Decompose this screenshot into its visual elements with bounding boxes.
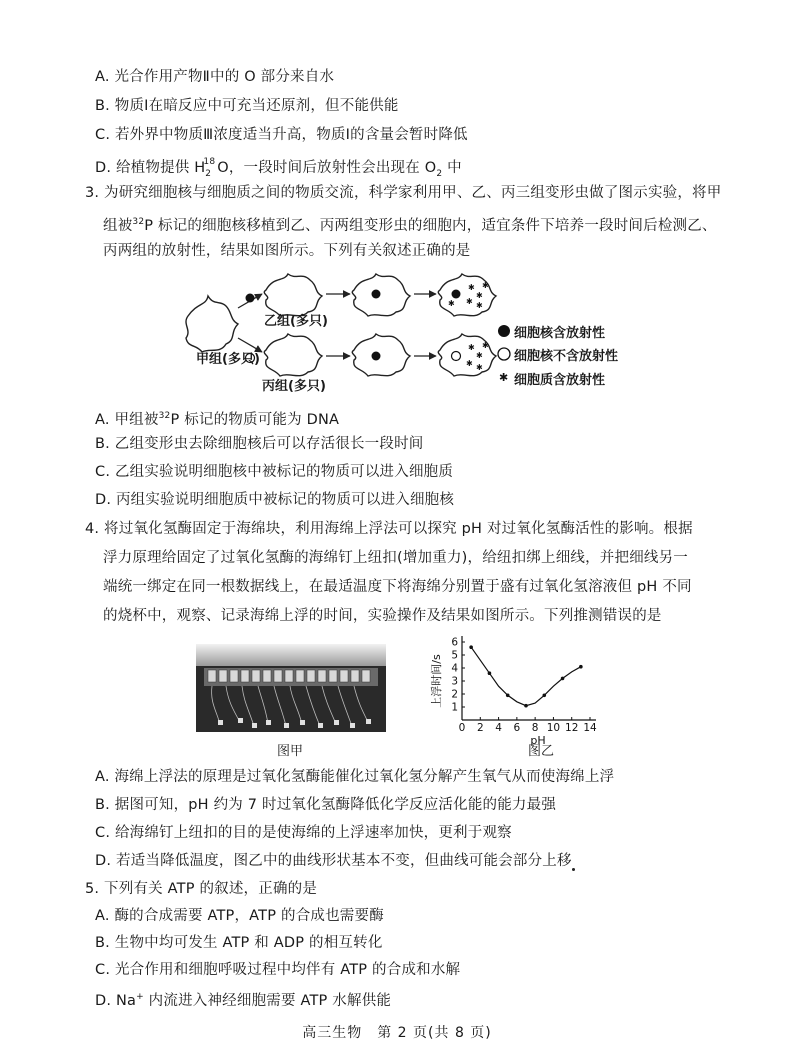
q4-stem-line-1: 4. 将过氧化氢酶固定于海绵块，利用海绵上浮法可以探究 pH 对过氧化氢酶活性的影响。根据: [85, 521, 693, 537]
x-tick-label: 4: [495, 722, 502, 734]
y-tick-label: 4: [451, 662, 458, 675]
q3-a-pre: A. 甲组被: [95, 411, 159, 428]
svg-text:✱: ✱: [476, 291, 483, 300]
sponge-experiment-photo: [196, 644, 386, 732]
q2-d-sup: 18: [203, 157, 216, 167]
q2-option-a: A. 光合作用产物Ⅱ中的 O 部分来自水: [95, 69, 335, 85]
amoeba-bing-3: [438, 334, 496, 376]
chart-ticks: [451, 637, 597, 735]
svg-text:✱: ✱: [466, 359, 473, 368]
q2-d-text-3: 中: [442, 159, 462, 176]
q3-stem-line-3: 丙两组的放射性，结果如图所示。下列有关叙述正确的是: [103, 243, 471, 259]
q4-stem-line-3: 端统一绑定在同一根数据线上，在最适温度下将海绵分别置于盛有过氧化氢溶液但 pH 不同: [103, 579, 692, 595]
q2-d-text-2: O，一段时间后放射性会出现在 O: [217, 159, 437, 176]
q4-option-c: C. 给海绵钉上纽扣的目的是使海绵的上浮速率加快，更利于观察: [95, 825, 512, 841]
q3-a-post: P 标记的物质可能为 DNA: [170, 411, 340, 428]
legend-star-icon: ✱: [499, 371, 509, 384]
q2-option-c: C. 若外界中物质Ⅲ浓度适当升高，物质Ⅰ的含量会暂时降低: [95, 127, 468, 143]
legend-cytoplasm-radioactive: 细胞质含放射性: [514, 373, 606, 388]
q2-d-sub2: 2: [436, 168, 443, 179]
q3-stem-line-1: 3. 为研究细胞核与细胞质之间的物质交流，科学家利用甲、乙、丙三组变形虫做了图示实验，将甲: [85, 185, 722, 201]
series-line: [471, 647, 581, 706]
amoeba-bing-2: [352, 334, 410, 376]
y-tick-label: 3: [451, 675, 458, 688]
q5-d-sup: +: [136, 992, 144, 1002]
q2-d-sub: 2: [205, 168, 212, 179]
q3-option-a: [95, 403, 794, 429]
q3-stem-l2-sup: 32: [132, 217, 145, 227]
amoeba-yi-2: [352, 274, 410, 316]
q2-option-d: [95, 151, 794, 177]
y-tick-label: 2: [451, 688, 458, 701]
svg-text:✱: ✱: [468, 343, 475, 352]
q2-d-text-1: D. 给植物提供 H: [95, 159, 206, 176]
svg-text:✱: ✱: [448, 299, 455, 308]
q4-option-b: B. 据图可知，pH 约为 7 时过氧化氢酶降低化学反应活化能的能力最强: [95, 797, 557, 813]
amoeba-yi-3: [438, 274, 496, 316]
data-point: [524, 704, 528, 708]
x-tick-label: 12: [565, 722, 579, 734]
figure-b-caption: 图乙: [528, 744, 555, 759]
y-tick-label: 1: [451, 701, 458, 714]
svg-text:✱: ✱: [466, 297, 473, 306]
legend-nucleus-not-radioactive: 细胞核不含放射性: [514, 349, 619, 364]
legend-nucleus-radioactive: 细胞核含放射性: [514, 326, 606, 341]
q3-option-d: D. 丙组实验说明细胞质中被标记的物质可以进入细胞核: [95, 492, 455, 508]
data-point: [488, 671, 492, 675]
data-point: [561, 677, 565, 681]
svg-text:✱: ✱: [482, 281, 489, 290]
legend-white-dot-icon: [498, 348, 510, 360]
chart-axes: [462, 636, 596, 720]
y-tick-label: 6: [451, 636, 458, 649]
label-yi-group: 乙组(多只): [264, 314, 328, 329]
figure-a-caption: 图甲: [277, 744, 304, 759]
x-tick-label: 10: [546, 722, 561, 734]
x-tick-label: 2: [476, 722, 484, 734]
ph-float-time-chart: [428, 632, 612, 756]
y-axis-label: 上浮时间/s: [430, 654, 443, 708]
q5-option-c: C. 光合作用和细胞呼吸过程中均伴有 ATP 的合成和水解: [95, 962, 461, 978]
q3-stem-l2-pre: 组被: [103, 217, 133, 234]
q5-option-a: A. 酶的合成需要 ATP，ATP 的合成也需要酶: [95, 908, 384, 924]
svg-text:✱: ✱: [468, 283, 475, 292]
q4-stem-line-2: 浮力原理给固定了过氧化氢酶的海绵钉上纽扣(增加重力)，给纽扣绑上细线，并把细线另一: [103, 550, 689, 566]
page-footer: 高三生物 第 2 页(共 8 页): [302, 1025, 492, 1041]
q5-option-b: B. 生物中均可发生 ATP 和 ADP 的相互转化: [95, 935, 383, 951]
q3-a-sup: 32: [158, 411, 171, 421]
q5-d-post: 内流进入神经细胞需要 ATP 水解供能: [143, 992, 392, 1009]
svg-text:✱: ✱: [482, 341, 489, 350]
label-jia-group: 甲组(多只): [196, 352, 260, 367]
q3-stem-l2-post: P 标记的细胞核移植到乙、丙两组变形虫的细胞内，适宜条件下培养一段时间后检测乙、: [144, 217, 717, 234]
x-tick-label: 8: [531, 722, 539, 734]
q2-option-b: B. 物质Ⅰ在暗反应中可充当还原剂，但不能供能: [95, 98, 399, 114]
x-axis-label: pH: [530, 734, 546, 747]
q3-option-b: B. 乙组变形虫去除细胞核后可以存活很长一段时间: [95, 436, 424, 452]
data-point: [579, 665, 583, 669]
y-tick-label: 5: [451, 649, 458, 662]
q4-stem-line-4: 的烧杯中，观察、记录海绵上浮的时间，实验操作及结果如图所示。下列推测错误的是: [103, 608, 662, 624]
data-point: [469, 645, 473, 649]
data-point: [506, 694, 510, 698]
q3-option-c: C. 乙组实验说明细胞核中被标记的物质可以进入细胞质: [95, 464, 454, 480]
x-tick-label: 14: [583, 722, 597, 734]
q4-option-d: D. 若适当降低温度，图乙中的曲线形状基本不变，但曲线可能会部分上移: [95, 853, 572, 869]
x-tick-label: 0: [458, 722, 466, 734]
q5-d-pre: D. Na: [95, 992, 137, 1009]
emphasis-dot: [572, 868, 575, 871]
label-bing-group: 丙组(多只): [262, 379, 326, 394]
svg-text:✱: ✱: [476, 301, 483, 310]
amoeba-jia: [186, 296, 238, 352]
legend-black-dot-icon: [498, 325, 510, 337]
svg-text:✱: ✱: [476, 363, 483, 372]
svg-text:✱: ✱: [476, 351, 483, 360]
q5-option-d: [95, 984, 794, 1010]
q4-option-a: A. 海绵上浮法的原理是过氧化氢酶能催化过氧化氢分解产生氧气从而使海绵上浮: [95, 769, 615, 785]
x-tick-label: 6: [513, 722, 521, 734]
q3-stem-line-2: [103, 209, 794, 235]
q5-stem: 5. 下列有关 ATP 的叙述，正确的是: [85, 881, 318, 897]
data-point: [542, 694, 546, 698]
